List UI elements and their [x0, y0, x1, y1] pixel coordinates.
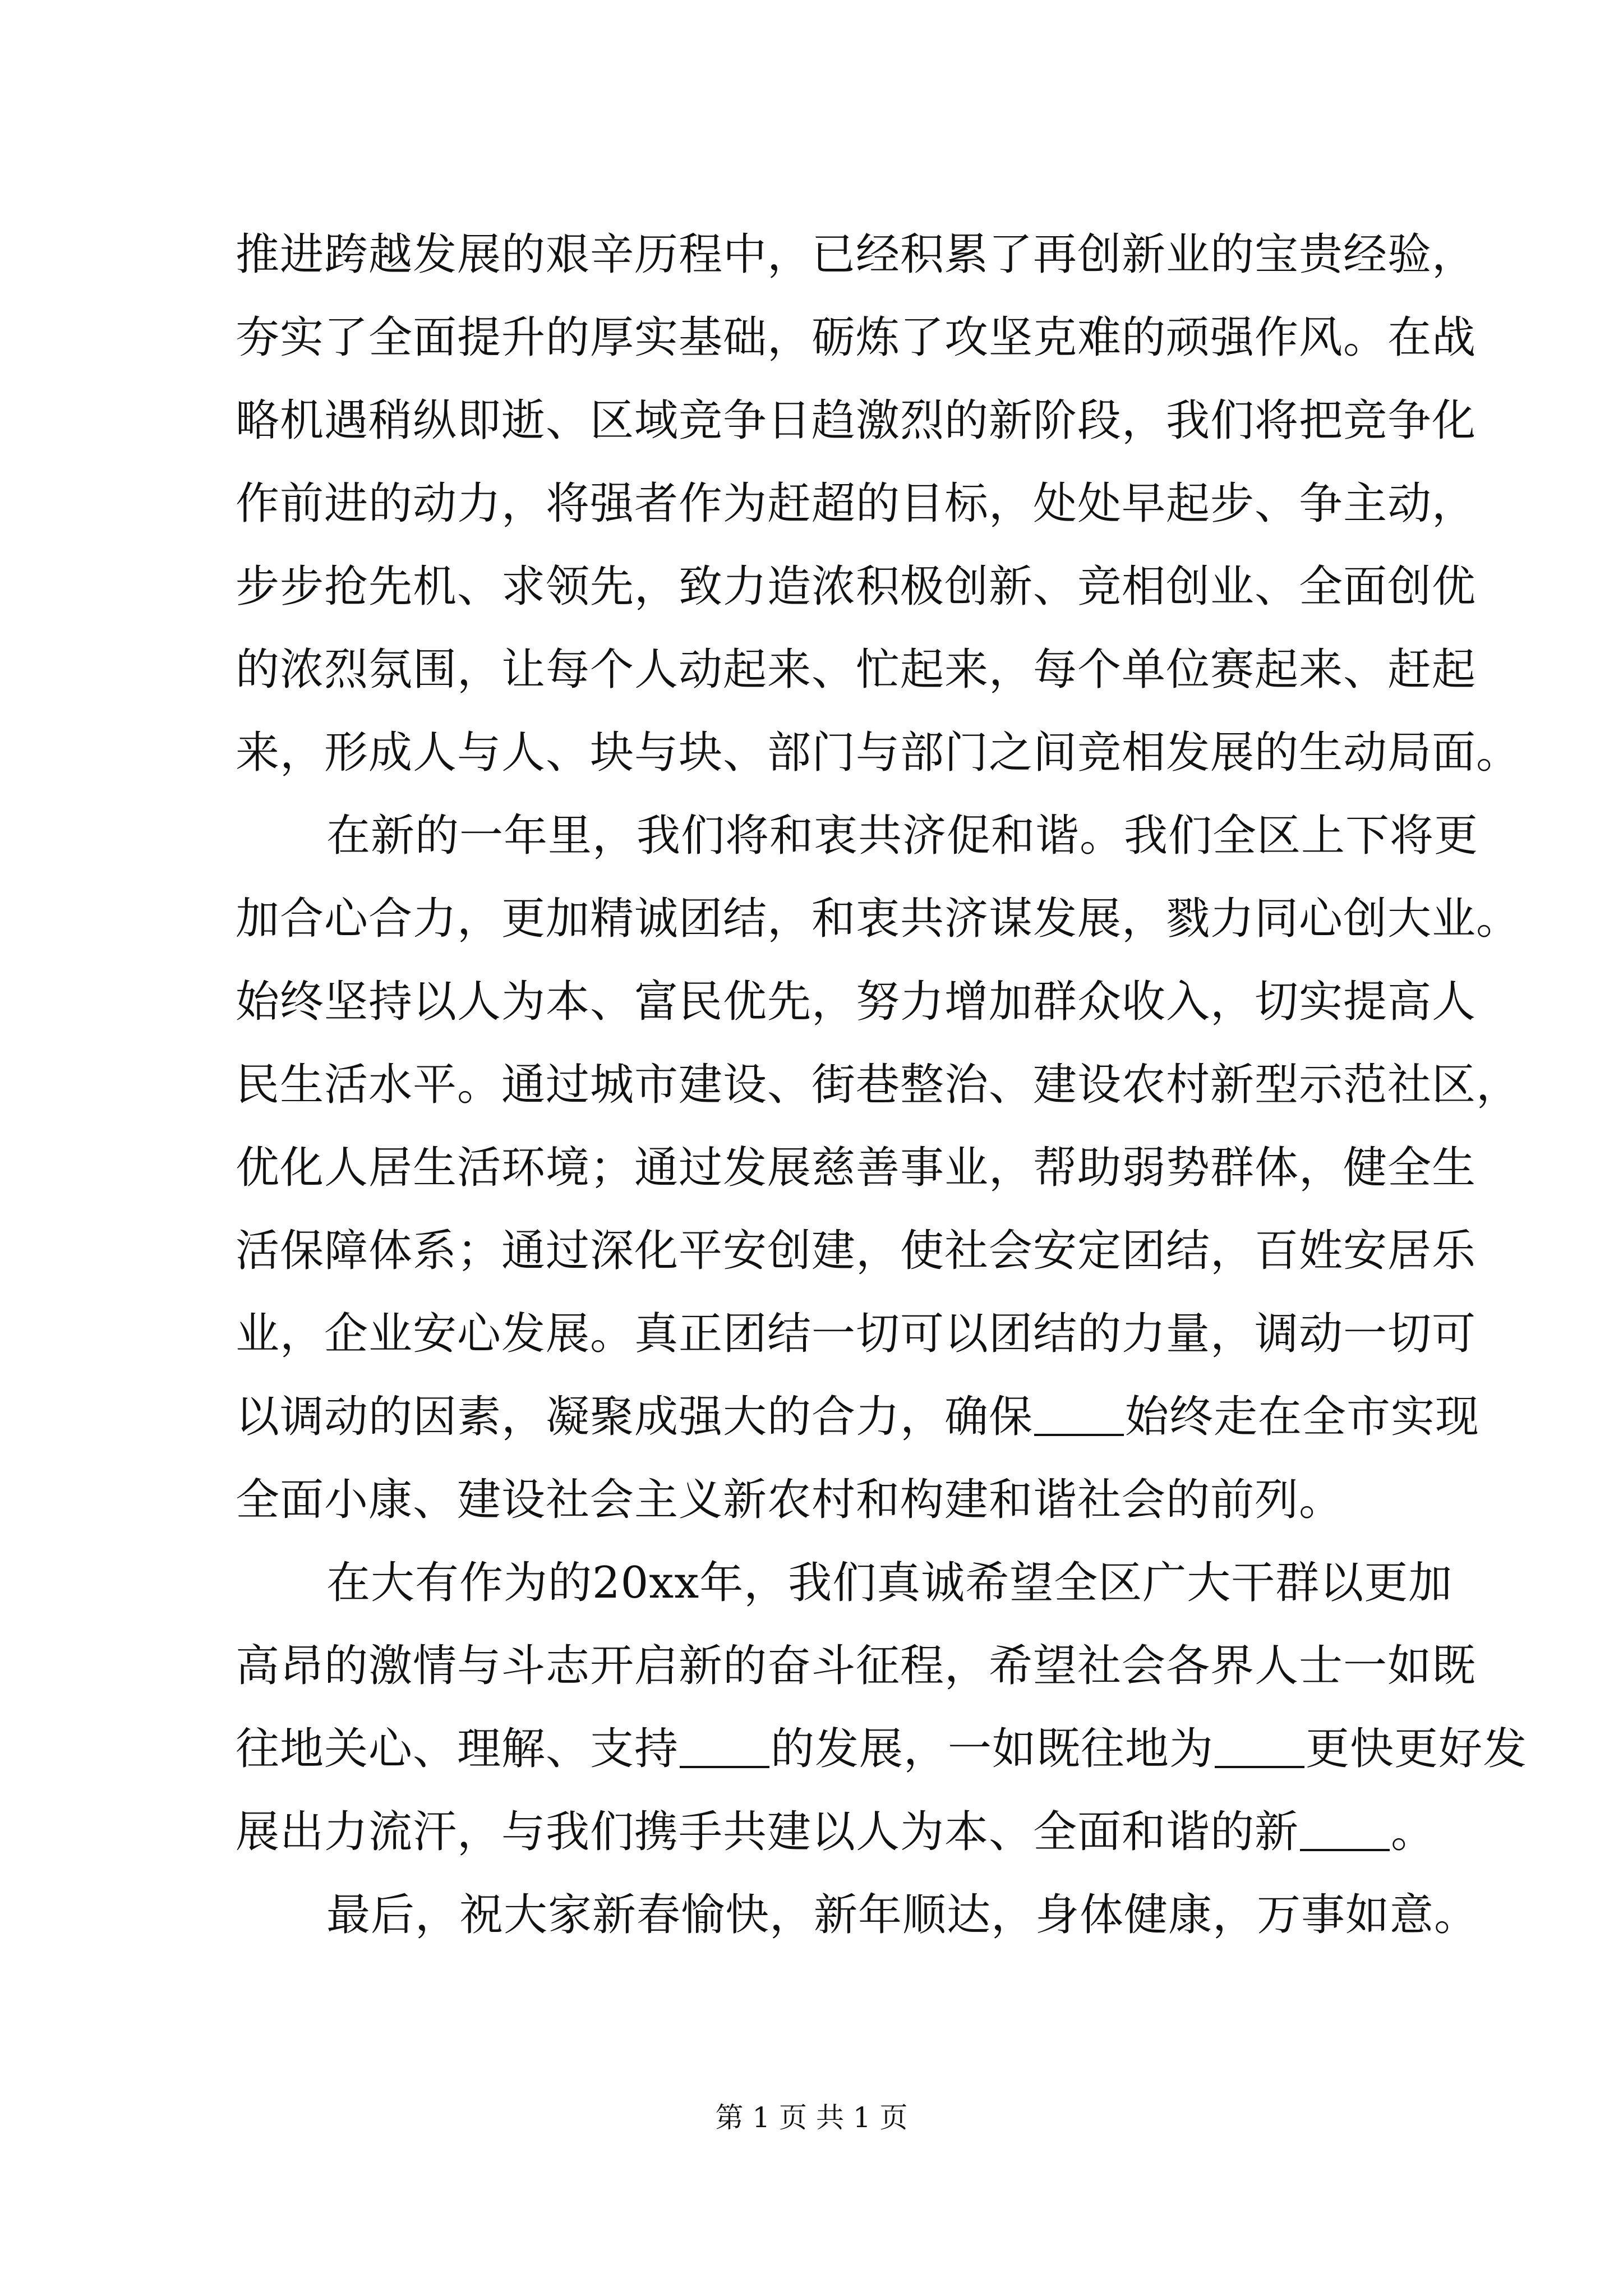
page-footer: 第 1 页 共 1 页: [715, 2101, 908, 2134]
fill-in-blank: [1034, 1395, 1124, 1436]
text-line: 民生活水平。通过城市建设、街巷整治、建设农村新型示范社区，: [236, 1060, 1521, 1110]
text-line: 业，企业安心发展。真正团结一切可以团结的力量，调动一切可: [236, 1309, 1477, 1359]
text-line: 始终坚持以人为本、富民优先，努力增加群众收入，切实提高人: [236, 977, 1477, 1027]
text-segment: 展出力流汗，与我们携手共建以人为本、全面和谐的新: [236, 1807, 1299, 1857]
text-line: 高昂的激情与斗志开启新的奋斗征程，希望社会各界人士一如既: [236, 1641, 1477, 1691]
text-line: 夯实了全面提升的厚实基础，砺炼了攻坚克难的顽强作风。在战: [236, 312, 1477, 363]
text-segment: 的发展，一如既往地为: [771, 1724, 1214, 1774]
text-line: 优化人居生活环境；通过发展慈善事业，帮助弱势群体，健全生: [236, 1143, 1477, 1193]
text-line: 在新的一年里，我们将和衷共济促和谐。我们全区上下将更: [326, 811, 1479, 861]
text-line: 作前进的动力，将强者作为赶超的目标，处处早起步、争主动，: [236, 478, 1477, 529]
text-line: 来，形成人与人、块与块、部门与部门之间竞相发展的生动局面。: [236, 728, 1521, 778]
text-line: 步步抢先机、求领先，致力造浓积极创新、竞相创业、全面创优: [236, 562, 1477, 612]
text-line: 的浓烈氛围，让每个人动起来、忙起来，每个单位赛起来、赶起: [236, 645, 1477, 695]
text-segment: 往地关心、理解、支持: [236, 1724, 679, 1774]
document-body: [236, 213, 1528, 1957]
text-segment: 。: [1391, 1807, 1436, 1857]
fill-in-blank: [1215, 1727, 1304, 1768]
text-line-with-blank: [236, 1791, 1441, 1874]
text-line: 推进跨越发展的艰辛历程中，已经积累了再创新业的宝贵经验，: [236, 229, 1477, 280]
text-line: 最后，祝大家新春愉快，新年顺达，身体健康，万事如意。: [326, 1890, 1479, 1940]
text-line: 在大有作为的20xx年，我们真诚希望全区广大干群以更加: [326, 1558, 1453, 1608]
text-line: 全面小康、建设社会主义新农村和构建和谐社会的前列。: [236, 1475, 1344, 1525]
text-line: 加合心合力，更加精诚团结，和衷共济谋发展，戮力同心创大业。: [236, 894, 1521, 944]
text-segment: 以调动的因素，凝聚成强大的合力，确保: [236, 1392, 1034, 1442]
text-segment: 更快更好发: [1306, 1724, 1528, 1774]
text-segment: 始终走在全市实现: [1125, 1392, 1480, 1442]
fill-in-blank: [680, 1727, 769, 1768]
text-line-with-blank: [236, 1375, 1480, 1458]
text-line: 活保障体系；通过深化平安创建，使社会安定团结，百姓安居乐: [236, 1226, 1477, 1276]
text-line: 略机遇稍纵即逝、区域竞争日趋激烈的新阶段，我们将把竞争化: [236, 395, 1477, 446]
fill-in-blank: [1300, 1810, 1390, 1851]
text-line-with-blank: [236, 1708, 1528, 1791]
